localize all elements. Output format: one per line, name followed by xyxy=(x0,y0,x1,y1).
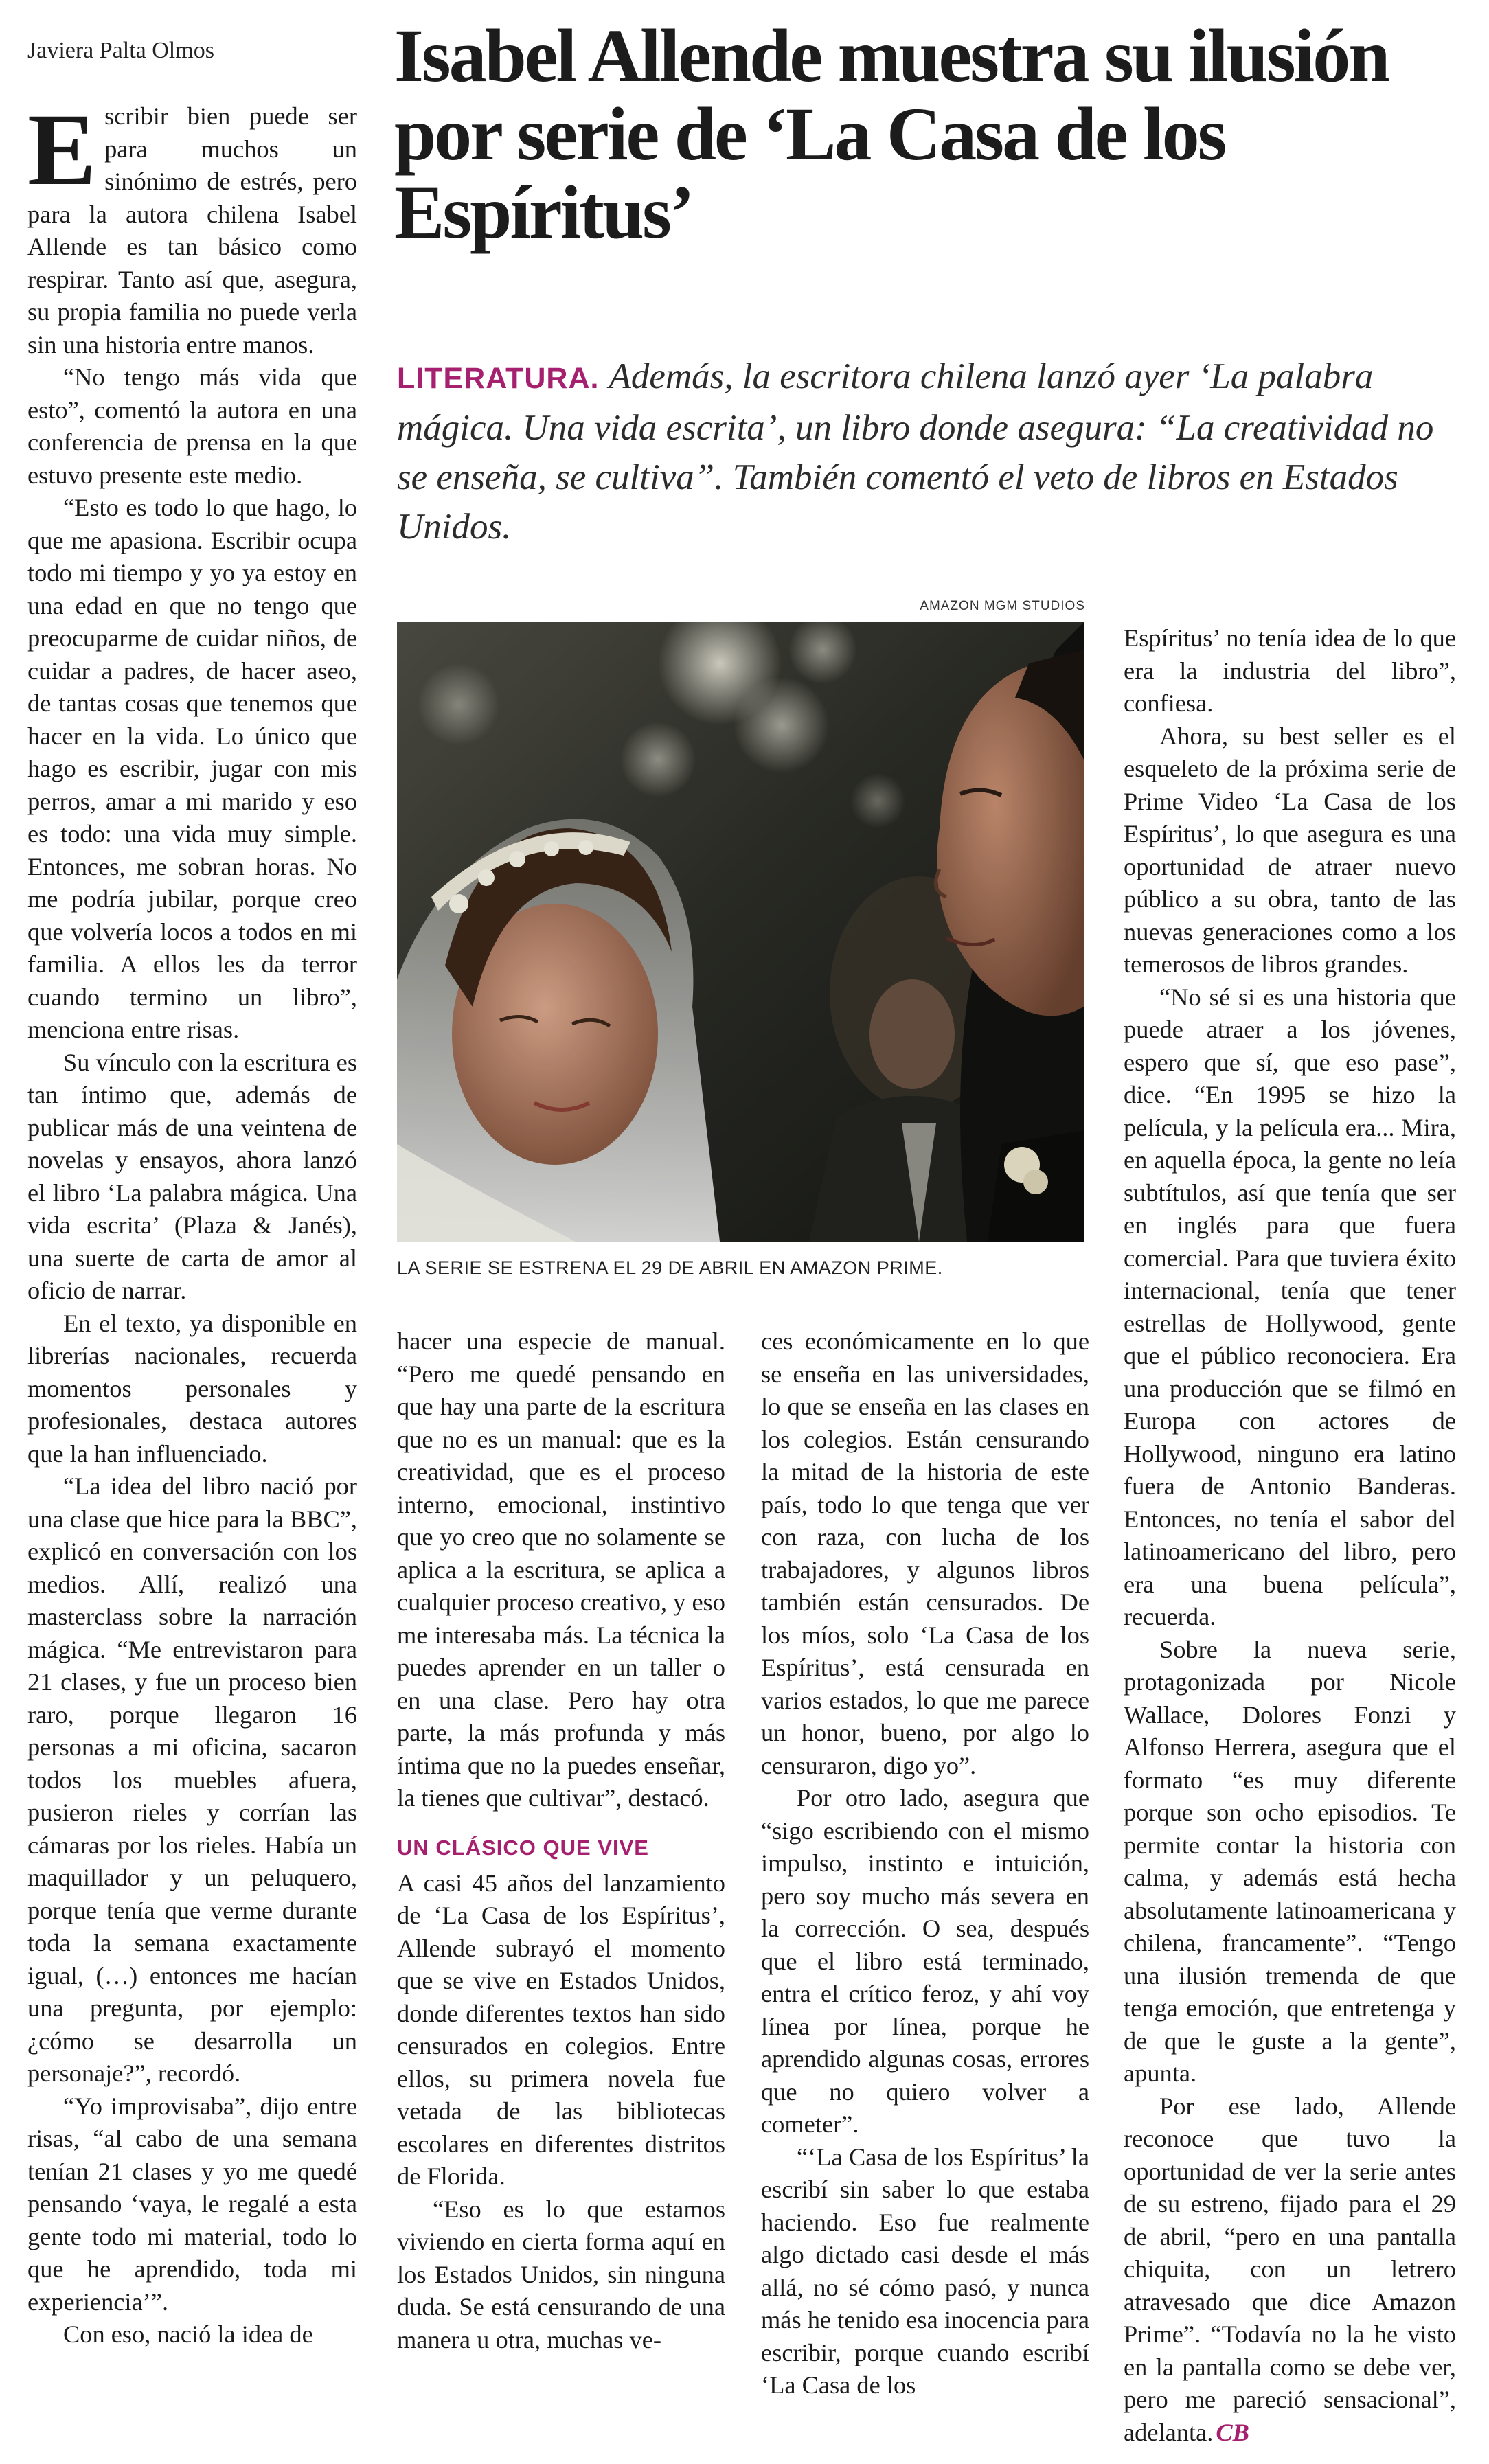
body-column-3 xyxy=(761,1325,1089,2402)
paragraph: Ahora, su best seller es el esqueleto de la próxima serie de Prime Video ‘La Casa de los Espíritus’, lo que asegura es una oportunidad de atraer nuevo público a su obra, tanto de las nuevas generaciones como a los temerosos de libros grandes. xyxy=(1124,722,1456,978)
photo-caption: LA SERIE SE ESTRENA EL 29 DE ABRIL EN AMAZON PRIME. xyxy=(397,1257,943,1278)
section-subhead: UN CLÁSICO QUE VIVE xyxy=(397,1835,649,1860)
paragraph: Con eso, nació la idea de xyxy=(63,2320,313,2348)
deck xyxy=(397,352,1455,551)
paragraph: “Esto es todo lo que hago, lo que me apasiona. Escribir ocupa todo mi tiempo y yo ya estoy en una edad en que no tengo que preocuparme de cuidar niños, de cuidar a padres, de hacer aseo, de tantas cosas que tenemos que hacer en la vida. Lo único que hago es escribir, jugar con mis perros, amar a mi marido y eso es todo: una vida muy simple. Entonces, me sobran horas. No me podría jubilar, porque creo que volvería locos a todos en mi familia. A ellos les da terror cuando termino un libro”, menciona entre risas. xyxy=(27,494,357,1043)
paragraph: En el texto, ya disponible en librerías nacionales, recuerda momentos personales y profesionales, destaca autores que la han influenciado. xyxy=(27,1309,357,1468)
paragraph xyxy=(1124,2090,1456,2450)
paragraph: “Yo improvisaba”, dijo entre risas, “al cabo de una semana tenían 21 clases y yo me quedé pensando ‘vaya, le regalé a esta gente todo mi material, todo lo que he aprendido, toda mi experiencia’”. xyxy=(27,2092,357,2316)
closing-text: Por ese lado, Allende reconoce que tuvo la oportunidad de ver la serie antes de su estreno, fijado para el 29 de abril, “pero en una pantalla chiquita, con un letrero atravesado que dice Amazon Prime”. “Todavía no la he visto en la pantalla como se debe ver, pero me pareció sensacional”, adelanta. xyxy=(1124,2092,1456,2446)
paragraph: A casi 45 años del lanzamiento de ‘La Casa de los Espíritus’, Allende subrayó el momento que se vive en Estados Unidos, donde diferentes textos han sido censurados en colegios. Entre ellos, su primera novela fue vetada de las bibliotecas escolares en diferentes distritos de Florida. xyxy=(397,1869,725,2190)
body-column-2 xyxy=(397,1325,725,2356)
lead-paragraph xyxy=(27,93,357,361)
headline: Isabel Allende muestra su ilusión por serie de ‘La Casa de los Espíritus’ xyxy=(394,14,1389,254)
paragraph: Por otro lado, asegura que “sigo escribiendo con el mismo impulso, instinto e intuición, pero soy mucho más severa en la corrección. O sea, después que el libro está terminado, entra el crítico feroz, y ahí voy línea por línea, porque he aprendido algunas cosas, errores que no quiero volver a cometer”. xyxy=(761,1784,1089,2138)
paragraph: hacer una especie de manual. “Pero me quedé pensando en que hay una parte de la escritura que no es un manual: que es la creatividad, que es el proceso interno, emocional, instintivo que yo creo que no solamente se aplica a la escritura, se aplica a cualquier proceso creativo, y eso me interesaba más. La técnica la puedes aprender en un taller o en una clase. Pero hay otra parte, la más profunda y más íntima que no la puedes enseñar, la tienes que cultivar”, destacó. xyxy=(397,1327,725,1812)
byline: Javiera Palta Olmos xyxy=(27,38,214,63)
paragraph: Su vínculo con la escritura es tan íntimo que, además de publicar más de una veintena de novelas y ensayos, ahora lanzó el libro ‘La palabra mágica. Una vida escrita’ (Plaza & Janés), una suerte de carta de amor al oficio de narrar. xyxy=(27,1048,357,1304)
drop-cap: E xyxy=(27,93,97,207)
paragraph: “‘La Casa de los Espíritus’ la escribí sin saber lo que estaba haciendo. Eso fue realmente algo dictado casi desde el más allá, no sé cómo pasó, y nunca más he tenido esa inocencia para escribir, porque cuando escribí ‘La Casa de los xyxy=(761,2143,1089,2399)
paragraph: Espíritus’ no tenía idea de lo que era la industria del libro”, confiesa. xyxy=(1124,624,1456,717)
body-column-1 xyxy=(27,93,357,2449)
paragraph: “La idea del libro nació por una clase que hice para la BBC”, explicó en conversación con los medios. Allí, realizó una masterclass sobre la narración mágica. “Me entrevistaron para 21 clases, y fue un proceso bien raro, porque llegaron 16 personas a mi oficina, sacaron todos los muebles afuera, pusieron rieles y corrían las cámaras por los rieles. Había un maquillador y un peluquero, porque tenía que verme durante toda la semana exactamente igual, (…) entonces me hacían una pregunta, por ejemplo: ¿cómo se desarrolla un personaje?”, recordó. xyxy=(27,1472,357,2087)
wedding-photo-illustration xyxy=(397,622,1084,1242)
deck-text: Además, la escritora chilena lanzó ayer ‘La palabra mágica. Una vida escrita’, un libro donde asegura: “La creatividad no se enseña, se cultiva”. También comentó el veto de libros en Estados Unidos. xyxy=(397,356,1434,547)
paragraph: Sobre la nueva serie, protagonizada por Nicole Wallace, Dolores Fonzi y Alfonso Herrera, asegura que el formato “es muy diferente porque son ocho episodios. Te permite contar la historia con calma, y además está hecha absolutamente latinoamericana y chilena, francamente”. “Tengo una ilusión tremenda de que tenga emoción, que entretenga y de que le guste a la gente”, apunta. xyxy=(1124,1635,1456,2087)
paragraph: “Eso es lo que estamos viviendo en cierta forma aquí en los Estados Unidos, sin ninguna duda. Se está censurando de una manera u otra, muchas ve- xyxy=(397,2195,725,2353)
end-mark: CB xyxy=(1216,2418,1249,2446)
paragraph: “No sé si es una historia que puede atraer a los jóvenes, espero que sí, que eso pase”, dice. “En 1995 se hizo la película, y la película era... Mira, en aquella época, la gente no leía subtítulos, así que tenía que ser en inglés para que fuera comercial. Para que tuviera éxito internacional, tenía que tener estrellas de Hollywood, gente que el público reconociera. Era una producción que se filmó en Europa con actores de Hollywood, ninguno era latino fuera de Antonio Banderas. Entonces, no tenía el sabor del latinoamericano del libro, pero era una buena película”, recuerda. xyxy=(1124,983,1456,1630)
wedding-photo xyxy=(397,622,1084,1242)
body-column-4 xyxy=(1124,622,1456,2449)
paragraph: “No tengo más vida que esto”, comentó la autora en una conferencia de prensa en la que estuvo presente este medio. xyxy=(27,363,357,489)
paragraph: ces económicamente en lo que se enseña en las universidades, lo que se enseña en las clases en los colegios. Están censurando la mitad de la historia de este país, todo lo que tenga que ver con raza, con lucha de los trabajadores, y algunos libros también están censurados. De los míos, solo ‘La Casa de los Espíritus’, está censurada en varios estados, lo que me parece un honor, bueno, por algo lo censuraron, digo yo”. xyxy=(761,1327,1089,1779)
section-label: LITERATURA. xyxy=(397,362,600,395)
photo-credit: AMAZON MGM STUDIOS xyxy=(920,599,1085,613)
lead-text: scribir bien puede ser para muchos un sinónimo de estrés, pero para la autora chilena Isabel Allende es tan básico como respirar. Tanto así que, asegura, su propia familia no puede verla sin una historia entre manos. xyxy=(27,102,357,358)
